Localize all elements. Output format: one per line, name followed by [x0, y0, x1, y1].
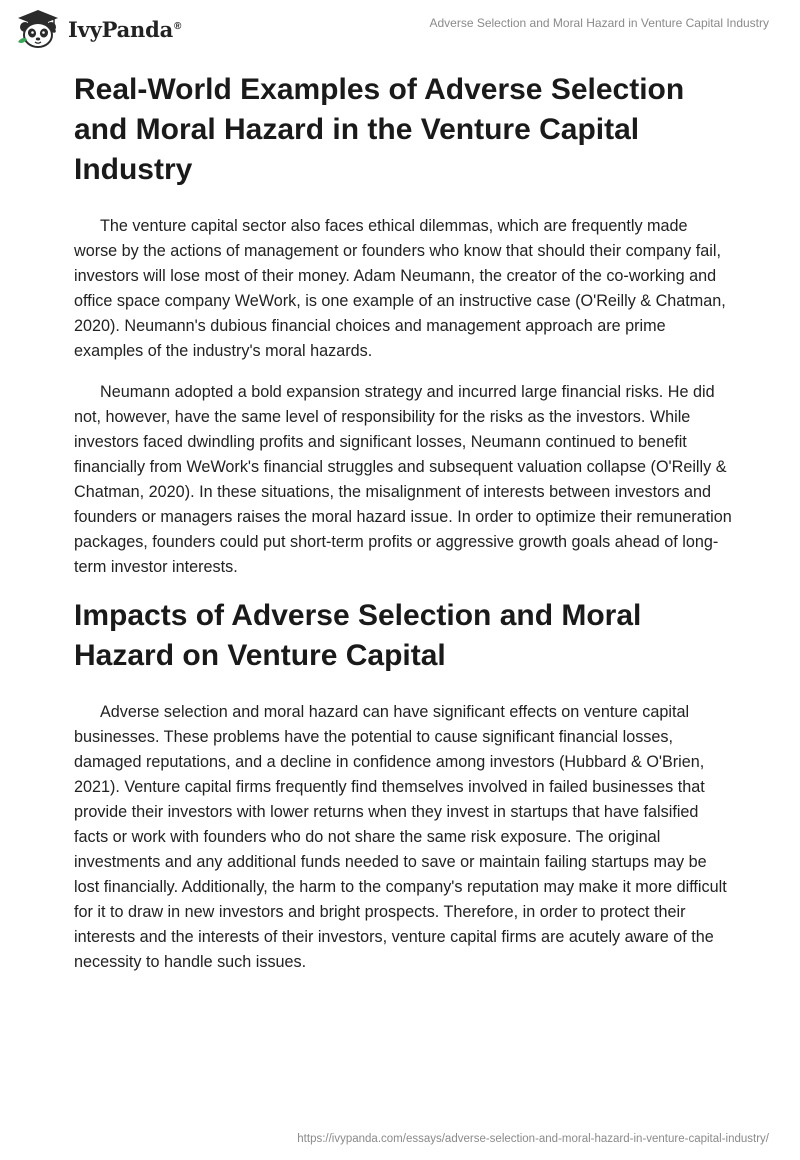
section-heading: Real-World Examples of Adverse Selection and Moral Hazard in the Venture Capital Industry	[74, 73, 685, 186]
document-title: Adverse Selection and Moral Hazard in Venture Capital Industry	[429, 16, 769, 30]
source-url[interactable]: https://ivypanda.com/essays/adverse-selection-and-moral-hazard-in-venture-capital-industry/	[297, 1133, 769, 1145]
paragraph: The venture capital sector also faces ethical dilemmas, which are frequently made worse by the actions of management or founders who know that should their company fail, investors will lose most of their money. Adam Neumann, the creator of the co-working and office space company WeWork, is one example of an instructive case (O'Reilly & Chatman, 2020). Neumann's dubious financial choices and management approach are prime examples of the industry's moral hazards.	[74, 217, 726, 360]
section-heading: Impacts of Adverse Selection and Moral Hazard on Venture Capital	[74, 599, 642, 672]
brand-name: IvyPanda®	[68, 16, 182, 42]
brand-logo[interactable]	[14, 8, 181, 50]
paragraph: Neumann adopted a bold expansion strategy and incurred large financial risks. He did not, however, have the same level of responsibility for the risks as the investors. While investors faced dwindling profits and significant losses, Neumann continued to benefit financially from WeWork's financial struggles and subsequent valuation collapse (O'Reilly & Chatman, 2020). In these situations, the misalignment of interests between investors and founders or managers raises the moral hazard issue. In order to optimize their remuneration packages, founders could put short-term profits or aggressive growth goals ahead of long-term investor interests.	[74, 383, 732, 576]
registered-mark: ®	[174, 20, 182, 32]
section-impacts	[74, 596, 734, 975]
section-real-world-examples	[74, 70, 734, 580]
essay-content	[74, 70, 734, 991]
paragraph: Adverse selection and moral hazard can have significant effects on venture capital businesses. These problems have the potential to cause significant financial losses, damaged reputations, and a decline in confidence among investors (Hubbard & O'Brien, 2021). Venture capital firms frequently find themselves involved in failed businesses that provide their investors with lower returns when they invest in startups that have falsified facts or work with founders who do not share the same risk exposure. The original investments and any additional funds needed to save or maintain failing startups may be lost financially. Additionally, the harm to the company's reputation may make it more difficult for it to draw in new investors and bright prospects. Therefore, in order to protect their interests and the interests of their investors, venture capital firms are acutely aware of the necessity to handle such issues.	[74, 703, 727, 971]
panda-graduate-icon	[14, 8, 62, 50]
page-header	[0, 0, 800, 60]
